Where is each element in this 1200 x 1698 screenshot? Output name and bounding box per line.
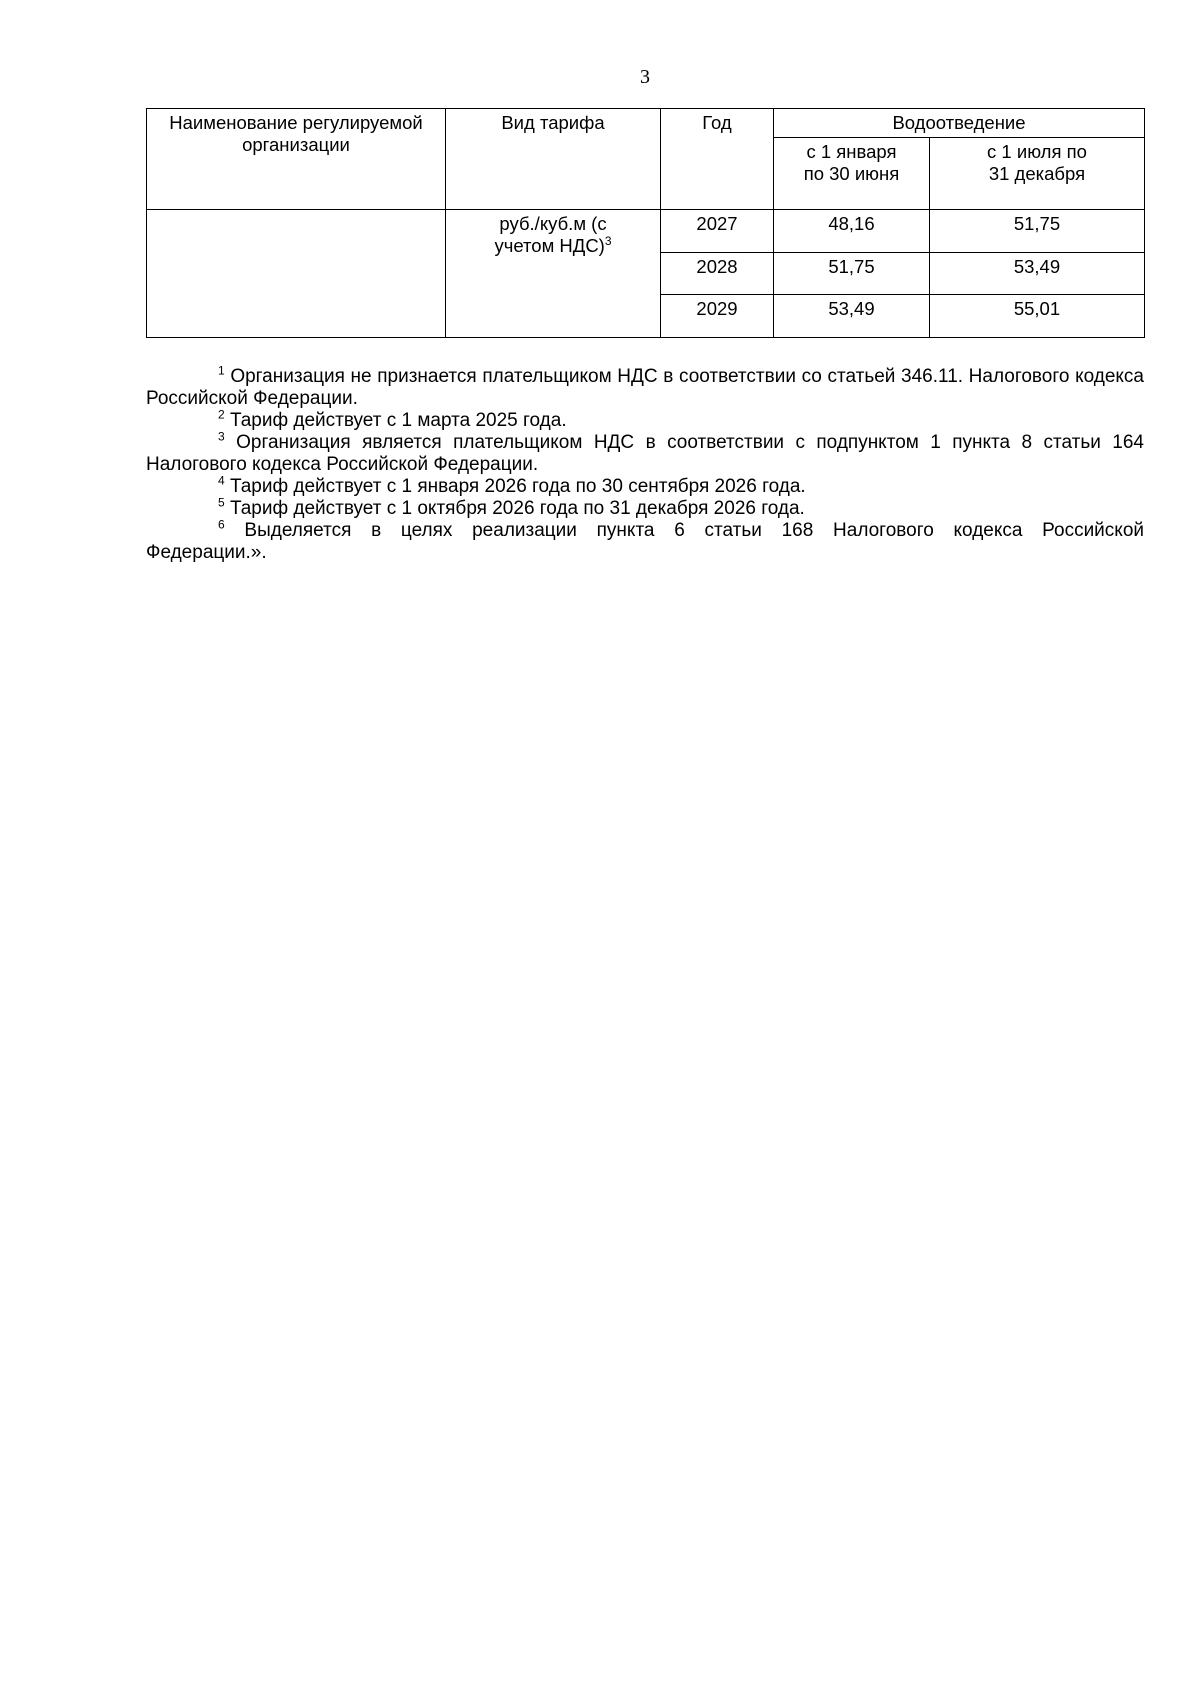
- footnote-mark: 2: [218, 407, 225, 422]
- header-period-jul-dec: с 1 июля по 31 декабря: [930, 138, 1145, 210]
- footnote-ref-3: 3: [604, 233, 612, 248]
- year-cell: 2028: [661, 253, 774, 295]
- footnote-mark: 3: [218, 429, 225, 444]
- value-cell: 51,75: [930, 210, 1145, 253]
- footnote-2: [146, 407, 1144, 432]
- year-cell: 2027: [661, 210, 774, 253]
- value-cell: 53,49: [774, 295, 930, 338]
- header-tariff-type: Вид тарифа: [446, 109, 661, 210]
- footnote-text: Тариф действует с 1 января 2026 года по 30 сентября 2026 года.: [229, 476, 806, 497]
- footnote-text: Тариф действует с 1 марта 2025 года.: [229, 410, 567, 431]
- header-year: Год: [661, 109, 774, 210]
- value-cell: 48,16: [774, 210, 930, 253]
- organization-cell: [147, 210, 446, 338]
- footnote-text: Выделяется в целях реализации пункта 6 статьи 168 Налогового кодекса Российской Федерации.».: [146, 520, 1145, 563]
- value-cell: 53,49: [930, 253, 1145, 295]
- footnote-text: Организация является плательщиком НДС в соответствии с подпунктом 1 пункта 8 статьи 164 Налогового кодекса Российской Федерации.: [146, 432, 1144, 475]
- footnote-4: [146, 473, 1144, 498]
- table-row: [147, 210, 1145, 253]
- footnote-text: Тариф действует с 1 октября 2026 года по 31 декабря 2026 года.: [229, 498, 805, 519]
- tariff-type-cell: [446, 210, 661, 338]
- year-cell: 2029: [661, 295, 774, 338]
- header-wastewater: Водоотведение: [774, 109, 1145, 138]
- footnote-5: [146, 495, 1144, 520]
- footnote-mark: 1: [218, 363, 225, 378]
- tariff-type-text: руб./куб.м (с учетом НДС): [494, 213, 607, 256]
- page-number: 3: [640, 66, 650, 88]
- tariff-table: [146, 108, 1145, 338]
- header-period-jan-jun: с 1 января по 30 июня: [774, 138, 930, 210]
- footnote-mark: 5: [218, 495, 225, 510]
- footnote-mark: 6: [218, 517, 225, 532]
- footnote-3: [146, 429, 1144, 476]
- footnote-text: Организация не признается плательщиком НДС в соответствии со статьей 346.11. Налогового кодекса Российской Федерации.: [146, 366, 1144, 409]
- footnotes: [146, 363, 1145, 564]
- footnote-mark: 4: [218, 473, 225, 488]
- value-cell: 51,75: [774, 253, 930, 295]
- footnote-1: [146, 363, 1144, 410]
- footnote-6: [146, 517, 1145, 564]
- value-cell: 55,01: [930, 295, 1145, 338]
- header-organization: Наименование регулируемой организации: [147, 109, 446, 210]
- table-header-row: [147, 109, 1145, 138]
